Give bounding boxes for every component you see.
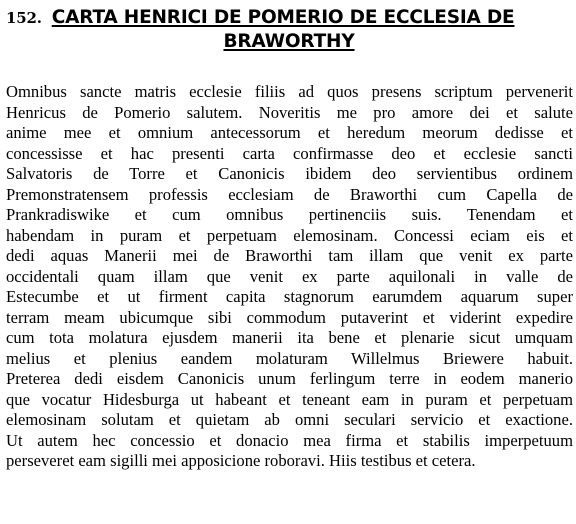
charter-number: 152.	[6, 9, 42, 27]
body-line: Omnibus sancte matris ecclesie filiis ad quos presens scriptum pervenerit	[6, 82, 573, 101]
body-line: elemosinam solutam et quietam ab omni seculari servicio et exactione.	[6, 410, 573, 429]
body-line: Preterea dedi eisdem Canonicis unum ferlingum terre in eodem manerio	[6, 369, 573, 388]
body-line: Ut autem hec concessio et donacio mea firma et stabilis imperpetuum	[6, 430, 573, 450]
heading-line-1	[6, 7, 515, 28]
body-line: Prankradiswike et cum omnibus pertinenciis suis. Tenendam et	[6, 205, 573, 224]
body-line: anime mee et omnium antecessorum et heredum meorum dedisse et	[6, 123, 573, 142]
body-line: habendam in puram et perpetuam elemosinam. Concessi eciam eis et	[6, 225, 573, 245]
heading-title-part-2: BRAWORTHY	[223, 31, 355, 52]
body-line: dedi aquas Manerii mei de Braworthi tam illam que venit ex parte	[6, 246, 573, 265]
body-line: occidentali quam illam que venit ex parte aquilonali in valle de	[6, 266, 573, 286]
body-line: Premonstratensem professis ecclesiam de Braworthi cum Capella de	[6, 184, 573, 204]
body-line: perseveret eam sigilli mei apposicione roboravi. Hiis testibus et cetera.	[6, 451, 476, 470]
charter-body	[6, 82, 573, 472]
body-line: Salvatoris de Torre et Canonicis ibidem deo servientibus ordinem	[6, 164, 573, 183]
heading-title-part-1: CARTA HENRICI DE POMERIO DE ECCLESIA DE	[51, 7, 515, 28]
body-line: concessisse et hac presenti carta confirmasse deo et ecclesie sancti	[6, 143, 573, 163]
body-line: Estecumbe et ut firment capita stagnorum earumdem aquarum super	[6, 287, 573, 306]
body-line: terram meam ubicumque sibi commodum putaverint et viderint expedire	[6, 307, 573, 327]
body-line: Henricus de Pomerio salutem. Noveritis me pro amore dei et salute	[6, 102, 573, 122]
body-line: melius et plenius eandem molaturam Willelmus Briewere habuit.	[6, 348, 573, 368]
charter-heading	[6, 6, 572, 54]
body-line: que vocatur Hidesburga ut habeant et teneant eam in puram et perpetuam	[6, 389, 573, 409]
body-line: cum tota molatura ejusdem manerii ita bene et plenarie sicut umquam	[6, 328, 573, 347]
